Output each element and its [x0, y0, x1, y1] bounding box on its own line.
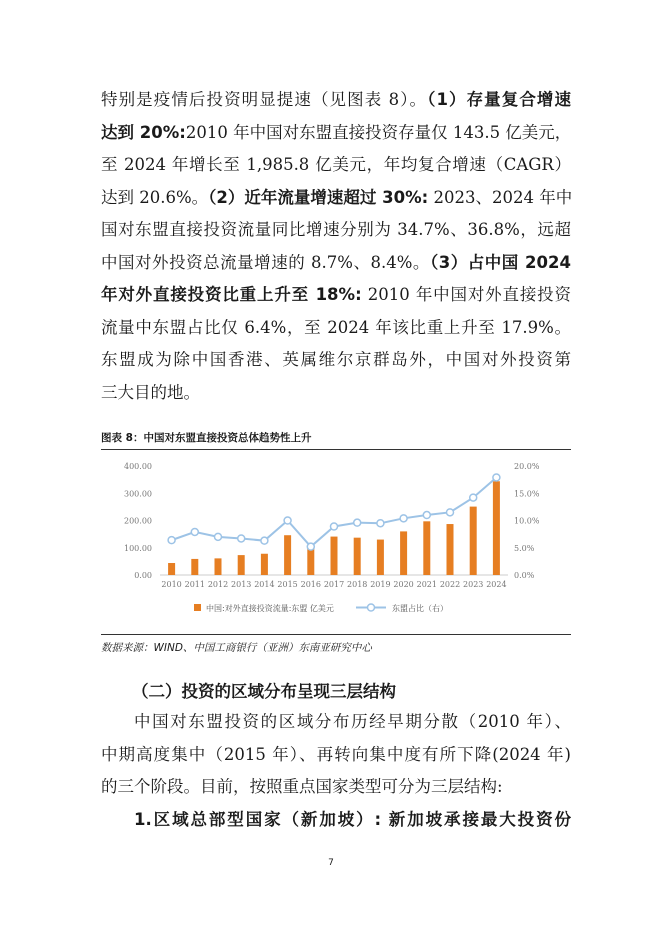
ratio-point-2015: [284, 517, 291, 524]
ratio-point-2017: [331, 523, 338, 530]
legend-line-marker: [368, 604, 375, 611]
bar-2015: [284, 535, 291, 575]
right-axis-tick-label: 0.0%: [514, 571, 535, 580]
ratio-point-2010: [168, 537, 175, 544]
x-tick-label: 2015: [277, 580, 298, 589]
body-paragraph-2: [101, 706, 571, 836]
text-line: 达到 20.6%。（2）近年流量增速超过 30%: 2023、2024 年中: [101, 187, 573, 207]
x-tick-label: 2023: [463, 580, 484, 589]
text-line: 1.区域总部型国家（新加坡）: 新加坡承接最大投资份: [134, 809, 571, 829]
ratio-point-2016: [307, 543, 314, 550]
right-axis-tick-label: 20.0%: [514, 462, 540, 471]
x-tick-label: 2010: [161, 580, 182, 589]
x-tick-label: 2012: [207, 580, 229, 589]
x-tick-label: 2018: [347, 580, 368, 589]
text-line: 流量中东盟占比仅 6.4%，至 2024 年该比重上升至 17.9%。: [101, 317, 571, 337]
left-axis-tick-label: 400.00: [124, 462, 152, 471]
left-axis-tick-label: 200.00: [124, 516, 152, 526]
page-number: 7: [328, 858, 334, 868]
x-tick-label: 2017: [323, 580, 345, 589]
left-axis-tick-label: 0.00: [134, 571, 152, 580]
figure-title: 图表 8：中国对东盟直接投资总体趋势性上升: [101, 432, 312, 444]
right-axis-tick-label: 5.0%: [514, 543, 535, 553]
ratio-point-2011: [191, 528, 198, 535]
figure-source: 数据来源：WIND、中国工商银行（亚洲）东南亚研究中心: [101, 642, 372, 654]
legend-bar-label: 中国:对外直接投资流量:东盟 亿美元: [206, 604, 334, 613]
x-tick-label: 2024: [486, 580, 507, 589]
legend-bar-swatch: [194, 604, 201, 611]
text-line: 的三个阶段。目前，按照重点国家类型可分为三层结构:: [101, 777, 503, 796]
bar-2023: [470, 507, 477, 575]
ratio-point-2021: [423, 512, 430, 519]
text-line: 东盟成为除中国香港、英属维尔京群岛外，中国对外投资第: [101, 350, 571, 369]
ratio-point-2012: [215, 533, 222, 540]
x-tick-label: 2016: [300, 580, 321, 589]
text-line: 中国对外投资总流量增速的 8.7%、8.4%。（3）占中国 2024: [101, 252, 571, 272]
left-axis-tick-label: 100.00: [124, 543, 152, 553]
bar-2024: [493, 481, 500, 575]
bar-2022: [447, 524, 454, 575]
bar-2013: [238, 555, 245, 575]
x-tick-label: 2011: [184, 580, 205, 589]
x-tick-label: 2013: [231, 580, 252, 589]
bar-2016: [307, 547, 314, 575]
ratio-point-2014: [261, 537, 268, 544]
left-axis: [124, 462, 152, 580]
text-line: 达到 20%:2010 年中国对东盟直接投资存量仅 143.5 亿美元，: [101, 122, 572, 142]
ratio-point-2022: [447, 509, 454, 516]
text-line: 中国对东盟投资的区域分布历经早期分散（2010 年）、: [134, 712, 571, 731]
right-axis: [514, 462, 540, 580]
left-axis-tick-label: 300.00: [124, 489, 152, 499]
text-line: 至 2024 年增长至 1,985.8 亿美元，年均复合增速（CAGR）: [101, 155, 571, 174]
investment-trend-chart: [96, 452, 576, 632]
chart-legend: [194, 603, 448, 613]
text-line: 三大目的地。: [101, 382, 200, 402]
bar-2020: [400, 531, 407, 575]
bar-2010: [168, 563, 175, 575]
text-line: 中期高度集中（2015 年）、再转向集中度有所下降(2024 年): [101, 744, 571, 764]
ratio-point-2013: [238, 535, 245, 542]
section-heading: （二）投资的区域分布呈现三层结构: [132, 682, 396, 701]
ratio-point-2024: [493, 474, 500, 481]
bar-2018: [354, 538, 361, 575]
ratio-point-2023: [470, 494, 477, 501]
legend-line-label: 东盟占比（右）: [392, 604, 448, 613]
x-tick-label: 2021: [416, 580, 437, 589]
bar-2012: [215, 558, 222, 575]
body-paragraph-1: [101, 84, 571, 409]
bar-2017: [331, 537, 338, 575]
x-tick-label: 2020: [393, 580, 414, 589]
text-line: 年对外直接投资比重上升至 18%: 2010 年中国对外直接投资: [101, 285, 572, 304]
figure-bottom-rule: [101, 634, 571, 635]
x-tick-label: 2014: [254, 580, 275, 589]
bar-2014: [261, 554, 268, 575]
text-line: 特别是疫情后投资明显提速（见图表 8）。（1）存量复合增速: [101, 90, 572, 109]
bar-2019: [377, 540, 384, 575]
ratio-point-2018: [354, 519, 361, 526]
ratio-point-2020: [400, 515, 407, 522]
text-line: 国对东盟直接投资流量同比增速分别为 34.7%、36.8%，远超: [101, 220, 571, 239]
x-tick-label: 2022: [439, 580, 461, 589]
ratio-point-2019: [377, 520, 384, 527]
right-axis-tick-label: 15.0%: [514, 489, 540, 499]
x-axis-labels: [161, 580, 506, 589]
x-tick-label: 2019: [370, 580, 391, 589]
right-axis-tick-label: 10.0%: [514, 516, 540, 526]
bar-2021: [423, 521, 430, 575]
figure-top-rule: [101, 449, 571, 450]
bar-2011: [191, 559, 198, 575]
